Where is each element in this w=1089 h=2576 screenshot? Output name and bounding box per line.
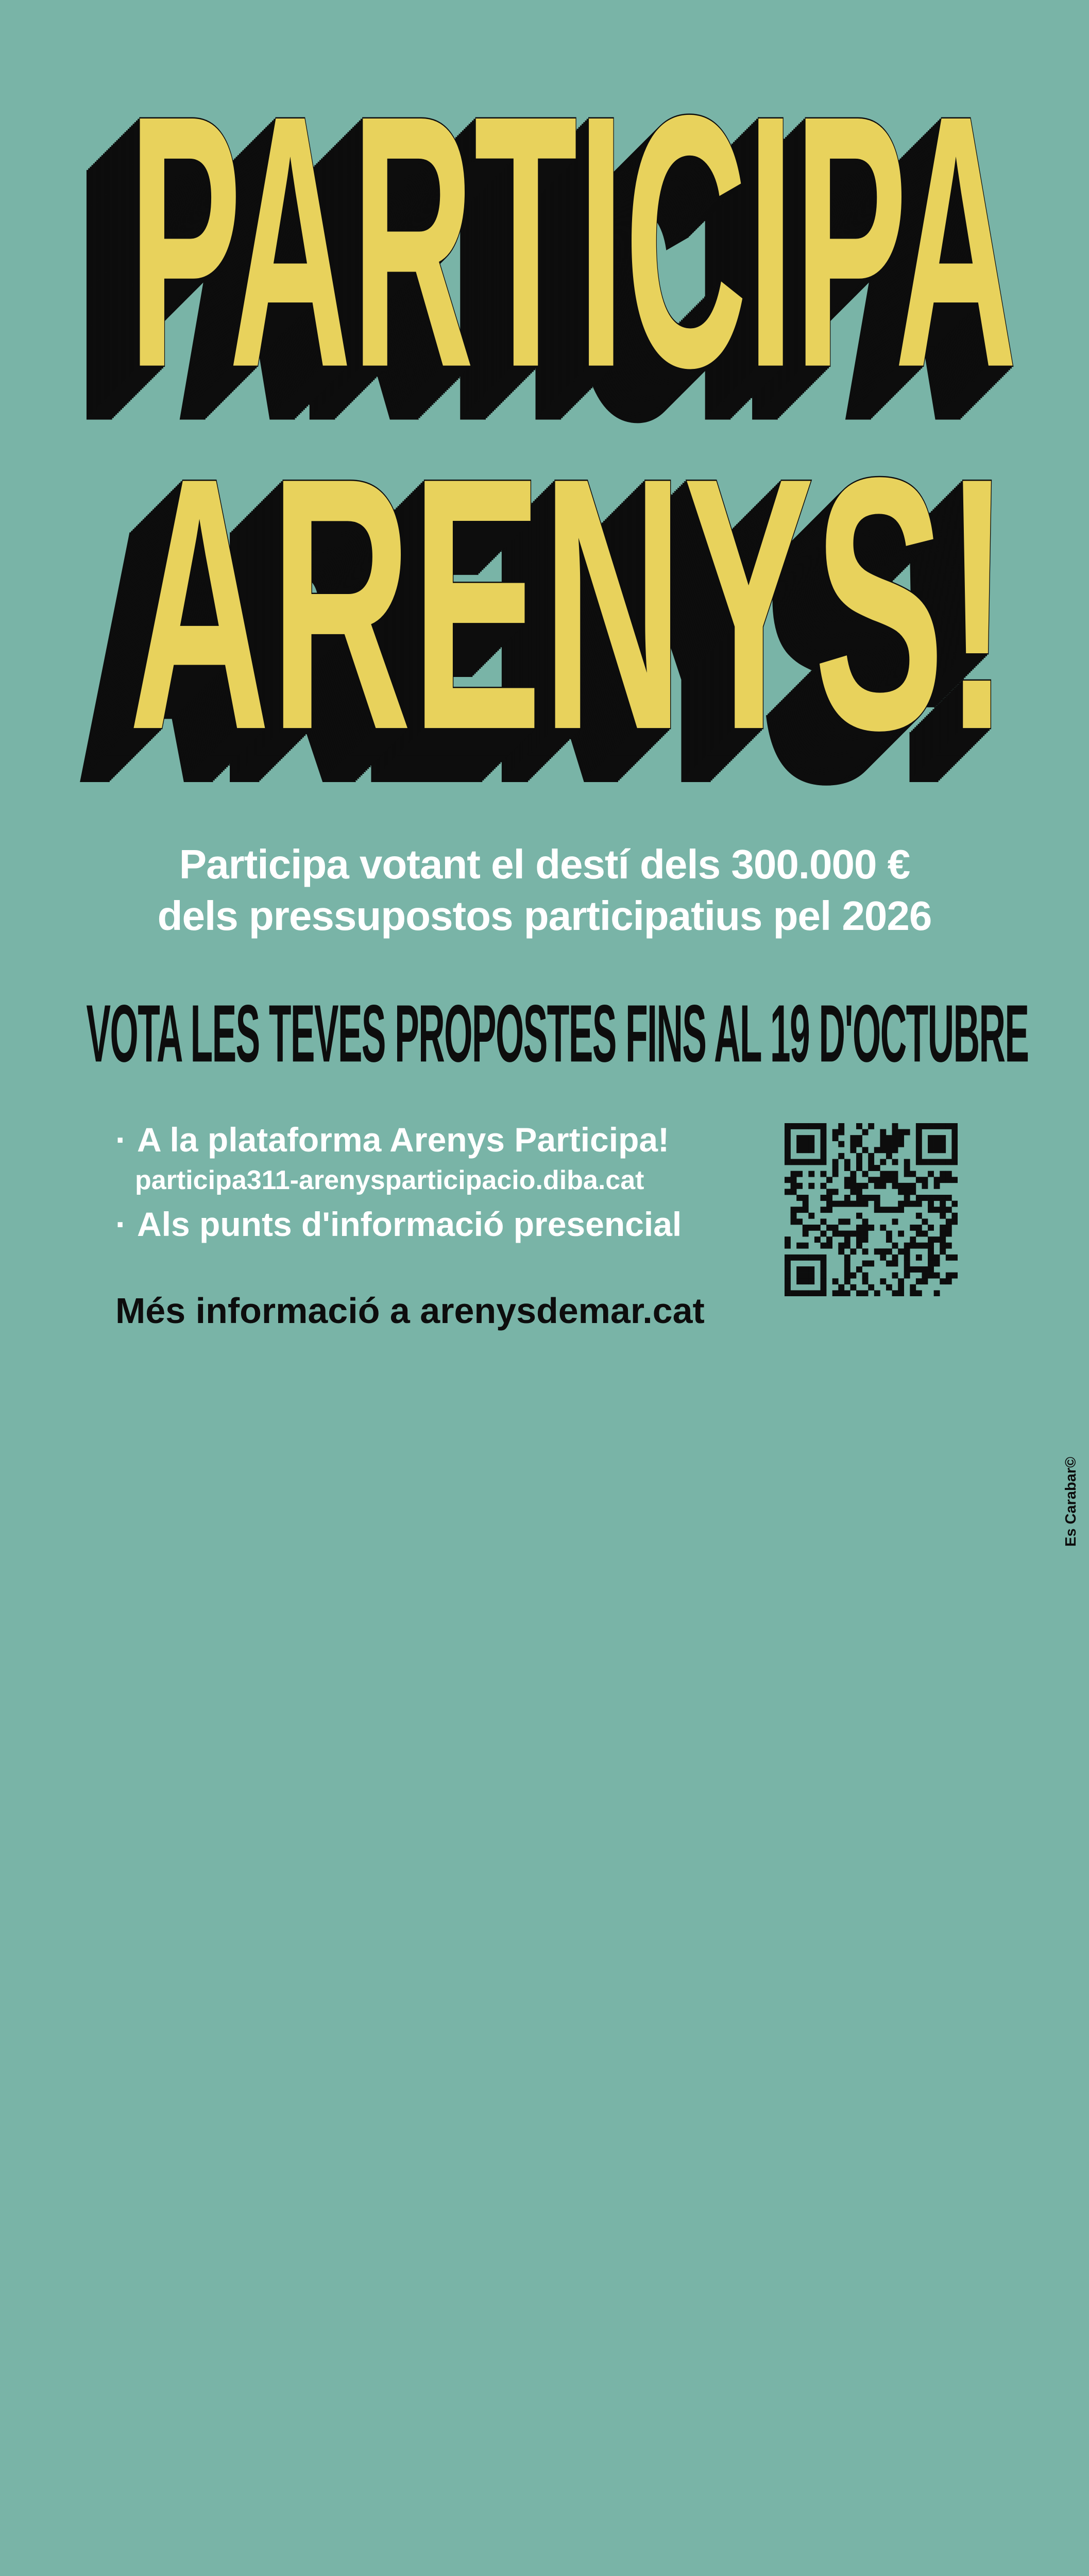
- bullet-platform: [115, 1119, 669, 1160]
- subtitle-line2: dels pressupostos participatius pel 2026: [157, 893, 932, 939]
- bullet-dot: ·: [115, 1121, 127, 1159]
- bullet-info-points-label: Als punts d'informació presencial: [137, 1205, 682, 1243]
- platform-url: participa311-arenysparticipacio.diba.cat: [135, 1165, 644, 1195]
- title-line1-face: [129, 41, 1017, 442]
- deadline-headline-block: [87, 988, 1029, 1079]
- title-line2-block: [76, 403, 1010, 857]
- deadline-headline-face: [87, 988, 1029, 1079]
- credit: Es Carabar©: [1063, 1456, 1079, 1547]
- subtitle: [0, 839, 1089, 942]
- bullet-dot: ·: [115, 1205, 127, 1243]
- bullet-platform-label: A la plataforma Arenys Participa!: [137, 1121, 670, 1159]
- qr-code: [785, 1123, 958, 1296]
- title-line2-face: [129, 403, 1010, 804]
- more-info: Més informació a arenysdemar.cat: [115, 1291, 705, 1331]
- subtitle-line1: Participa votant el destí dels 300.000 €: [179, 841, 910, 887]
- footer: [0, 1412, 1089, 1494]
- bullet-info-points: [115, 1204, 682, 1245]
